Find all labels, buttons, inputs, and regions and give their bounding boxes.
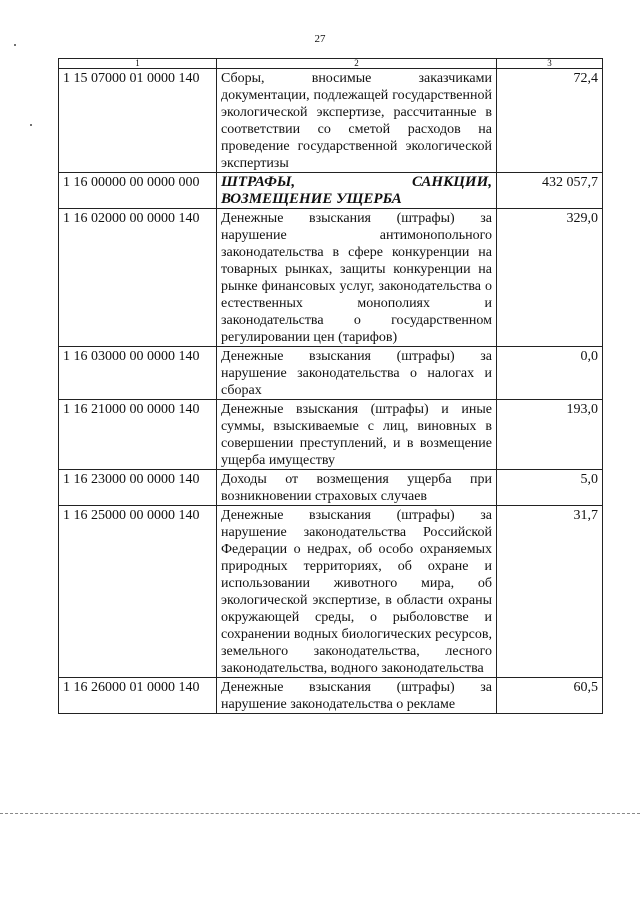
row-amount: 0,0	[497, 347, 603, 400]
row-amount: 5,0	[497, 470, 603, 506]
page-cut-line	[0, 813, 640, 814]
row-amount: 72,4	[497, 69, 603, 173]
row-code: 1 16 26000 01 0000 140	[59, 678, 217, 714]
row-amount: 329,0	[497, 209, 603, 347]
row-code: 1 16 21000 00 0000 140	[59, 400, 217, 470]
row-code: 1 15 07000 01 0000 140	[59, 69, 217, 173]
column-header-code: 1	[59, 59, 217, 69]
table-row	[59, 347, 603, 400]
row-code: 1 16 03000 00 0000 140	[59, 347, 217, 400]
row-description: Доходы от возмещения ущерба при возникновении страховых случаев	[217, 470, 497, 506]
page-number: 27	[314, 33, 326, 45]
table-row	[59, 209, 603, 347]
row-description: Сборы, вносимые заказчиками документации, подлежащей государственной экологической экспертизе, рассчитанные в соответствии со сметой расходов на проведение государственной экологической экспертизы	[217, 69, 497, 173]
column-header-description: 2	[217, 59, 497, 69]
row-description: Денежные взыскания (штрафы) за нарушение антимонопольного законодательства в сфере конкуренции на товарных рынках, защиты конкуренции на рынке финансовых услуг, законодательства о естественных монополиях и законодательства о государственном регулировании цен (тарифов)	[217, 209, 497, 347]
budget-table	[58, 58, 603, 714]
table-row	[59, 506, 603, 678]
table-row	[59, 470, 603, 506]
table-header-row	[59, 59, 603, 69]
table-row	[59, 69, 603, 173]
row-code: 1 16 23000 00 0000 140	[59, 470, 217, 506]
row-amount: 31,7	[497, 506, 603, 678]
row-description: Денежные взыскания (штрафы) за нарушение законодательства о налогах и сборах	[217, 347, 497, 400]
scan-speck	[30, 124, 32, 126]
row-code: 1 16 02000 00 0000 140	[59, 209, 217, 347]
column-header-amount: 3	[497, 59, 603, 69]
table-row	[59, 678, 603, 714]
table-row	[59, 400, 603, 470]
row-description: Денежные взыскания (штрафы) за нарушение законодательства о рекламе	[217, 678, 497, 714]
row-description: ШТРАФЫ, САНКЦИИ, ВОЗМЕЩЕНИЕ УЩЕРБА	[217, 173, 497, 209]
row-amount: 432 057,7	[497, 173, 603, 209]
row-description: Денежные взыскания (штрафы) и иные суммы, взыскиваемые с лиц, виновных в совершении преступлений, и в возмещение ущерба имуществу	[217, 400, 497, 470]
row-description: Денежные взыскания (штрафы) за нарушение законодательства Российской Федерации о недрах, об особо охраняемых природных территориях, об охране и использовании животного мира, об экологической экспертизе, в области охраны окружающей среды, о рыболовстве и сохранении водных биологических ресурсов, земельного законодательства, лесного законодательства, водного законодательства	[217, 506, 497, 678]
table-row-section-heading	[59, 173, 603, 209]
row-amount: 60,5	[497, 678, 603, 714]
row-code: 1 16 25000 00 0000 140	[59, 506, 217, 678]
row-code: 1 16 00000 00 0000 000	[59, 173, 217, 209]
row-amount: 193,0	[497, 400, 603, 470]
scan-speck	[14, 44, 16, 46]
